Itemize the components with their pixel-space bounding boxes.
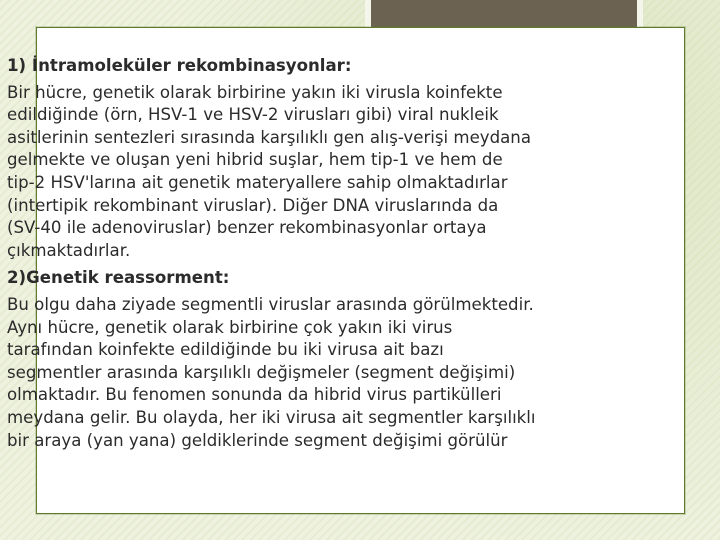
paragraph-line: Bir hücre, genetik olarak birbirine yakın iki virusla koinfekte — [7, 82, 503, 102]
paragraph-line: asitlerinin sentezleri sırasında karşılıklı gen alış-verişi meydana — [7, 127, 531, 147]
section1-heading: 1) İntramoleküler rekombinasyonlar: — [7, 56, 352, 75]
section2-paragraph — [7, 294, 713, 452]
paragraph-line: gelmekte ve oluşan yeni hibrid suşlar, hem tip-1 ve hem de — [7, 150, 503, 170]
section1-paragraph — [7, 82, 713, 263]
paragraph-line: bir araya (yan yana) geldiklerinde segment değişimi görülür — [7, 430, 508, 450]
slide-body — [7, 55, 713, 457]
paragraph-line: tip-2 HSV'larına ait genetik materyallere sahip olmaktadırlar — [7, 172, 508, 192]
paragraph-line: olmaktadır. Bu fenomen sonunda da hibrid virus partikülleri — [7, 385, 502, 405]
paragraph-line: (intertipik rekombinant viruslar). Diğer DNA viruslarında da — [7, 195, 499, 215]
paragraph-line: çıkmaktadırlar. — [7, 240, 131, 260]
section2-heading: 2)Genetik reassorment: — [7, 268, 230, 288]
paragraph-line: meydana gelir. Bu olayda, her iki virusa ait segmentler karşılıklı — [7, 407, 536, 427]
paragraph-line: edildiğinde (örn, HSV-1 ve HSV-2 virusları gibi) viral nukleik — [7, 105, 499, 125]
paragraph-line: Aynı hücre, genetik olarak birbirine çok yakın iki virus — [7, 317, 453, 337]
paragraph-line: tarafından koinfekte edildiğinde bu iki virusa ait bazı — [7, 340, 444, 360]
paragraph-line: Bu olgu daha ziyade segmentli viruslar arasında görülmektedir. — [7, 294, 534, 314]
paragraph-line: segmentler arasında karşılıklı değişmeler (segment değişimi) — [7, 362, 516, 382]
paragraph-line: (SV-40 ile adenoviruslar) benzer rekombinasyonlar ortaya — [7, 218, 487, 238]
